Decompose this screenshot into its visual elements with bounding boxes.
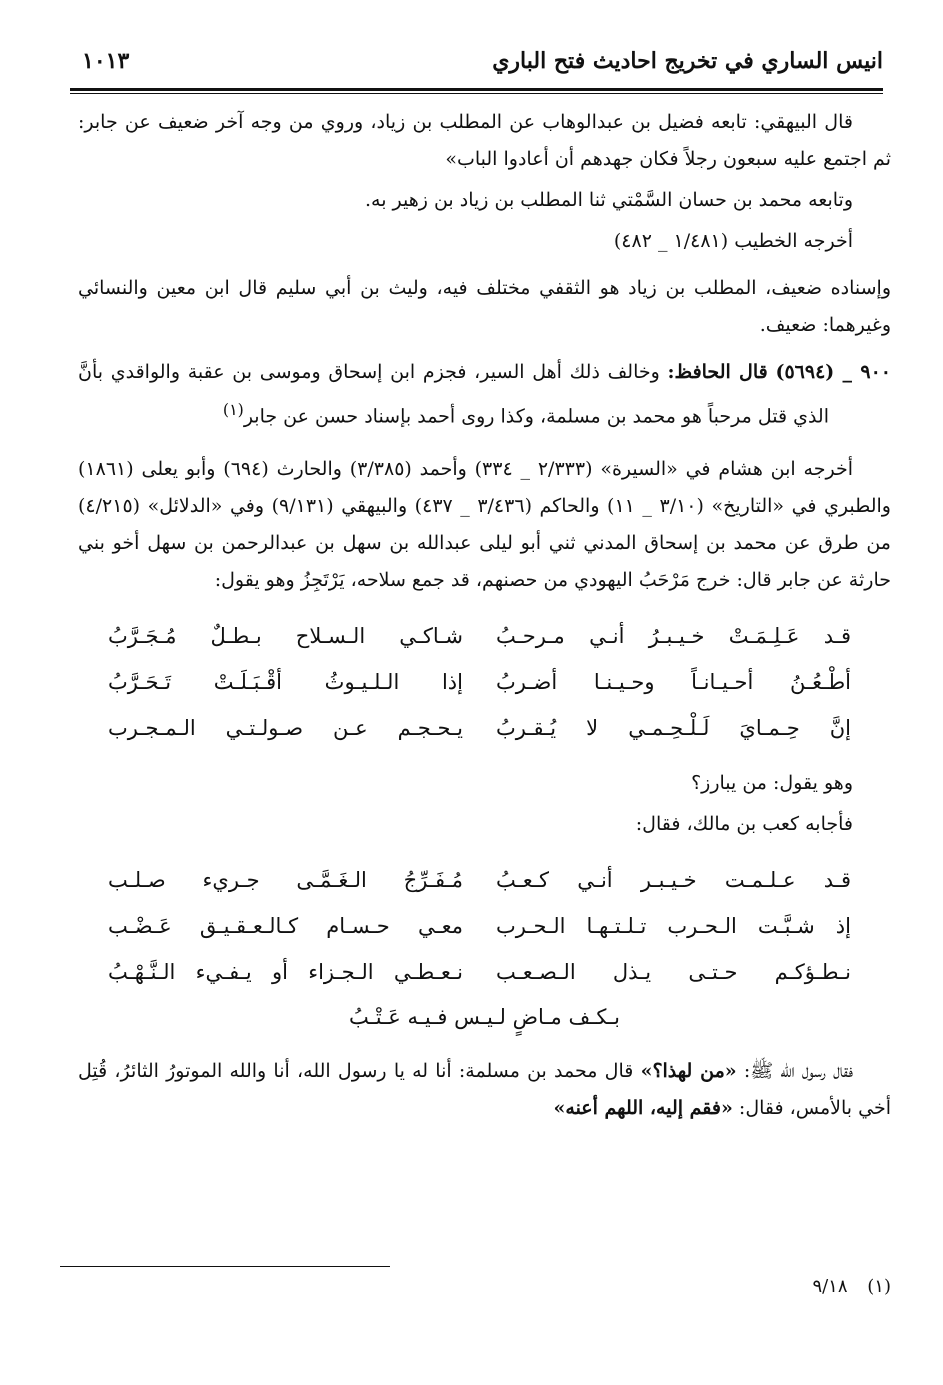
poem-kaab: [78, 857, 891, 1039]
paragraph-takhrij-khatib: أخرجه الخطيب (١/٤٨١ _ ٤٨٢): [613, 230, 853, 252]
verse-left-hemistich: معـي حـسـام كـالـعـقـيـق عَـضْـب: [108, 913, 463, 938]
hadith-label: قال الحافظ:: [667, 361, 768, 383]
poem-verse: [78, 857, 891, 903]
poem-verse: [78, 705, 891, 751]
paragraph-bayhaqi: قال البيهقي: تابعه فضيل بن عبدالوهاب عن المطلب بن زياد، وروي من وجه آخر ضعيف عن جابر: ثم اجتمع عليه سبعون رجلاً فكان جهدهم أن أعادوا الباب»: [78, 111, 891, 170]
page-number: ١٠١٣: [82, 48, 130, 74]
page-body: [78, 104, 891, 1127]
footnote-text: ٩/١٨: [812, 1276, 848, 1297]
poem-verse: [78, 659, 891, 705]
paragraph-kaab-answer: فأجابه كعب بن مالك، فقال:: [635, 813, 853, 836]
prophet-quote: «من لهذا؟»: [640, 1060, 737, 1083]
poem-verse: [78, 949, 891, 995]
hadith-number: ٩٠٠ _ (٥٦٩٤): [775, 361, 891, 383]
reply-narration: قال محمد بن مسلمة: أنا له يا رسول الله، أنا والله الموتورُ الثائرُ، قُتِل أخي بالأمس، فقال:: [78, 1060, 891, 1120]
verse-left-hemistich: مُـفَـرِّجُ الـغَـمَّـى جـريء صـلـب: [108, 867, 463, 892]
poem-marhab: [78, 613, 891, 751]
book-title: انيس الساري في تخريج احاديث فتح الباري: [492, 48, 883, 74]
paragraph-takhrij: أخرجه ابن هشام في «السيرة» (٢/٣٣٣ _ ٣٣٤) وأحمد (٣/٣٨٥) والحارث (٦٩٤) وأبو يعلى (١٨٦١) والطبري في «التاريخ» (٣/١٠ _ ١١) والحاكم (٣/٤٣٦ _ ٤٣٧) والبيهقي (٩/١٣١) وفي «الدلائل» (٤/٢١٥) من طرق عن محمد بن إسحاق المدني ثني أبو ليلى عبدالله بن سهل بن عبدالرحمن بن سهل أخو بني حارثة عن جابر قال: خرج مَرْحَبُ اليهودي من حصنهم، قد جمع سلاحه، يَرْتَجِزُ وهو يقول:: [78, 458, 891, 592]
verse-right-hemistich: أطْـعُـنُ أحـيـانـاً وحـيـنـا أضـربُ: [496, 669, 851, 694]
verse-left-hemistich: إذا الـلـيـوثُ أقْـبَـلَـتْ تَـحَـرَّبُ: [108, 669, 463, 694]
hadith-entry: [78, 354, 891, 435]
poem-verse: [78, 903, 891, 949]
verse-left-hemistich: يـحـجـم عـن صـولـتـي الـمـجـرب: [108, 715, 463, 740]
paragraph-prophet-reply: [78, 1053, 891, 1127]
footnote-rule: [60, 1266, 390, 1267]
footnote-marker: (١): [222, 400, 244, 419]
verse-right-hemistich: قـد عـلـمـت خـيـبـر أنـي كـعـبُ: [496, 867, 851, 892]
prophet-quote-2: «فقم إليه، اللهم أعنه»: [553, 1097, 733, 1120]
page-header: [70, 48, 883, 88]
paragraph-isnad: وإسناده ضعيف، المطلب بن زياد هو الثقفي مختلف فيه، وليث بن أبي سليم قال ابن معين والنسائي وغيرهما: ضعيف.: [78, 277, 891, 336]
verse-left-hemistich: شـاكـي الـسـلاح بـطـلٌ مُـجَـرَّبُ: [108, 623, 463, 648]
poem-verse: [78, 613, 891, 659]
footnote-number: (١): [867, 1276, 891, 1297]
verse-left-hemistich: نـعـطـي الـجـزاء أو يـفـيء الـنَّـهْـبُ: [108, 959, 463, 984]
footnote: [812, 1276, 891, 1297]
paragraph-challenge: وهو يقول: من يبارز؟: [691, 772, 853, 795]
poem-closing-verse: بـكـف مـاضٍ لـيـس فـيـه عَـتْـبُ: [349, 1005, 620, 1030]
header-rule-thin: [70, 93, 883, 94]
verse-right-hemistich: نـطـؤكـم حـتـى يـذل الـصـعـب: [496, 959, 851, 984]
header-rule: [70, 88, 883, 91]
verse-right-hemistich: إذ شـبَّـت الـحـرب تـلـتـهـا الـحـرب: [496, 913, 851, 938]
paragraph-mutaba: وتابعه محمد بن حسان السَّمْتي ثنا المطلب بن زياد بن زهير به.: [364, 189, 853, 211]
reply-intro: فقال رسول الله ﷺ:: [743, 1060, 853, 1083]
hadith-text: وخالف ذلك أهل السير، فجزم ابن إسحاق وموسى بن عقبة والواقدي بأنَّ الذي قتل مرحباً هو محمد بن مسلمة، وكذا روى أحمد بإسناد حسن عن جابر: [78, 361, 829, 428]
verse-right-hemistich: إنَّ حِـمـايَ لَـلْـحِـمـي لا يُـقـربُ: [496, 715, 851, 740]
verse-right-hemistich: قـد عَـلِـمَـتْ خـيـبـرُ أنـي مـرحـبُ: [496, 623, 851, 648]
